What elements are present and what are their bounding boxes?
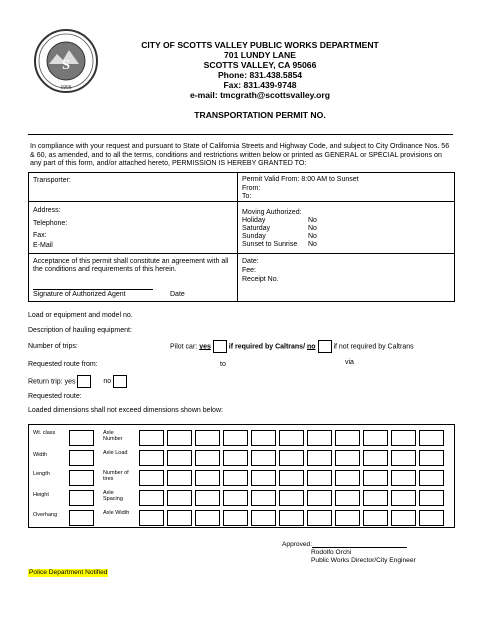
address-line-2: SCOTTS VALLEY, CA 95066 xyxy=(203,60,317,70)
trips-label[interactable]: Number of trips: xyxy=(28,343,78,350)
date-label[interactable]: Date: xyxy=(242,258,259,265)
axle-input-cell[interactable] xyxy=(335,490,360,506)
fax: Fax: 831.439-9748 xyxy=(223,80,297,90)
axle-input-cell[interactable] xyxy=(195,430,220,446)
axle-input-cell[interactable] xyxy=(279,510,304,526)
axle-input-cell[interactable] xyxy=(419,430,444,446)
route-to-label: to xyxy=(220,361,226,368)
route-via-label: via xyxy=(345,359,354,366)
axle-input-cell[interactable] xyxy=(335,430,360,446)
return-yes-label: yes xyxy=(64,378,76,386)
axle-input-cell[interactable] xyxy=(139,510,164,526)
pilot-car-label: Pilot car: xyxy=(170,343,198,351)
dim-input-cell[interactable] xyxy=(69,470,94,486)
description-label[interactable]: Description of hauling equipment: xyxy=(28,327,132,334)
dept-name: CITY OF SCOTTS VALLEY PUBLIC WORKS DEPARTMENT xyxy=(141,40,379,50)
email: e-mail: tmcgrath@scottsvalley.org xyxy=(189,90,331,100)
signature-label: Signature of Authorized Agent xyxy=(33,291,126,298)
transporter-label[interactable]: Transporter: xyxy=(33,177,71,184)
axle-input-cell[interactable] xyxy=(195,510,220,526)
axle-input-cell[interactable] xyxy=(419,490,444,506)
if-required-label: if required by Caltrans/ xyxy=(228,343,306,351)
axle-input-cell[interactable] xyxy=(391,490,416,506)
axle-input-cell[interactable] xyxy=(363,490,388,506)
header-divider xyxy=(28,134,453,135)
email-label[interactable]: E-Mail xyxy=(33,242,53,249)
city-seal-logo xyxy=(33,28,99,94)
moving-saturday-value: No xyxy=(308,225,317,232)
moving-sunset-value: No xyxy=(308,241,317,248)
axle-input-cell[interactable] xyxy=(167,430,192,446)
fax-label[interactable]: Fax: xyxy=(33,232,47,239)
axle-input-cell[interactable] xyxy=(139,490,164,506)
axle-input-cell[interactable] xyxy=(419,470,444,486)
axle-input-cell[interactable] xyxy=(167,470,192,486)
axle-input-cell[interactable] xyxy=(335,510,360,526)
axle-input-cell[interactable] xyxy=(251,430,276,446)
return-no-checkbox[interactable] xyxy=(113,375,127,388)
dimensions-label: Loaded dimensions shall not exceed dimensions shown below: xyxy=(28,407,223,414)
phone: Phone: 831.438.5854 xyxy=(217,70,303,80)
moving-authorized-label: Moving Authorized: xyxy=(242,209,302,216)
axle-input-cell[interactable] xyxy=(139,470,164,486)
axle-input-cell[interactable] xyxy=(223,430,248,446)
axle-input-cell[interactable] xyxy=(251,510,276,526)
axle-input-cell[interactable] xyxy=(335,450,360,466)
permit-valid-label: Permit Valid From: 8:00 AM to Sunset xyxy=(242,176,359,183)
address-line-1: 701 LUNDY LANE xyxy=(224,50,296,60)
axle-input-cell[interactable] xyxy=(363,450,388,466)
axle-row-label: Axle Load xyxy=(103,450,128,456)
axle-input-cell[interactable] xyxy=(391,450,416,466)
to-label[interactable]: To: xyxy=(242,193,252,200)
axle-input-cell[interactable] xyxy=(279,430,304,446)
dim-row-label: Overhang xyxy=(33,512,58,518)
axle-input-cell[interactable] xyxy=(419,450,444,466)
pilot-no-checkbox[interactable] xyxy=(318,340,332,353)
axle-input-cell[interactable] xyxy=(419,510,444,526)
axle-row-label: Number of tires xyxy=(103,470,129,483)
dim-row-label: Width xyxy=(33,452,48,458)
route-from-label[interactable]: Requested route from: xyxy=(28,361,98,368)
axle-input-cell[interactable] xyxy=(335,470,360,486)
moving-sunset: Sunset to Sunrise xyxy=(242,241,298,248)
dimensions-table xyxy=(28,424,455,528)
telephone-label[interactable]: Telephone: xyxy=(33,220,68,227)
box-divider-h1 xyxy=(28,201,454,202)
approver-name: Rodolfo Orchi xyxy=(311,549,352,556)
axle-input-cell[interactable] xyxy=(391,510,416,526)
address-label[interactable]: Address: xyxy=(33,207,61,214)
from-label[interactable]: From: xyxy=(242,185,261,192)
pilot-car-row xyxy=(170,340,414,353)
approved-label: Approved: xyxy=(282,541,313,548)
box-divider-v xyxy=(237,172,238,301)
dim-row-label: Length xyxy=(33,471,50,477)
approval-signature-line[interactable] xyxy=(312,547,407,548)
intro-paragraph: In compliance with your request and pursuant to State of California Streets and Highway Code, and subject to City Ordinance Nos. 56 & 60, as amended, and to all the terms, conditions and restrictions written below or printed as GENERAL or SPECIAL provisions on any part of this form, and/or attached hereto, PERMISSION IS HEREBY GRANTED TO: xyxy=(30,142,450,168)
moving-sunday: Sunday xyxy=(242,233,266,240)
return-yes-checkbox[interactable] xyxy=(77,375,91,388)
fee-label[interactable]: Fee: xyxy=(242,267,257,274)
axle-input-cell[interactable] xyxy=(391,430,416,446)
signature-line[interactable] xyxy=(33,289,153,290)
axle-input-cell[interactable] xyxy=(139,430,164,446)
requested-route-label[interactable]: Requested route: xyxy=(28,393,82,400)
axle-input-cell[interactable] xyxy=(167,510,192,526)
form-title: TRANSPORTATION PERMIT NO. xyxy=(194,110,326,120)
moving-saturday: Saturday xyxy=(242,225,271,232)
axle-input-cell[interactable] xyxy=(363,430,388,446)
if-not-required-label: if not required by Caltrans xyxy=(333,343,414,351)
dim-input-cell[interactable] xyxy=(69,510,94,526)
axle-input-cell[interactable] xyxy=(279,490,304,506)
signature-date-label: Date xyxy=(170,291,185,298)
axle-input-cell[interactable] xyxy=(307,490,332,506)
police-notified-label: Police Department Notified xyxy=(29,569,108,576)
axle-input-cell[interactable] xyxy=(167,450,192,466)
svg-text:S: S xyxy=(62,58,70,73)
dim-row-label: Height xyxy=(33,492,49,498)
axle-row-label: Axle Number xyxy=(103,430,123,443)
acceptance-text: Acceptance of this permit shall constitute an agreement with all the conditions and requirements of this herein. xyxy=(33,258,229,274)
load-label[interactable]: Load or equipment and model no. xyxy=(28,312,133,319)
axle-input-cell[interactable] xyxy=(139,450,164,466)
axle-input-cell[interactable] xyxy=(251,490,276,506)
moving-holiday: Holiday xyxy=(242,217,266,224)
axle-row-label: Axle Spacing xyxy=(103,490,123,503)
axle-input-cell[interactable] xyxy=(307,450,332,466)
dim-row-label: Wt. class xyxy=(33,430,56,436)
receipt-label[interactable]: Receipt No. xyxy=(242,276,279,283)
return-trip-row xyxy=(28,375,127,388)
approver-title: Public Works Director/City Engineer xyxy=(311,557,416,564)
axle-input-cell[interactable] xyxy=(167,490,192,506)
axle-input-cell[interactable] xyxy=(195,470,220,486)
axle-input-cell[interactable] xyxy=(223,510,248,526)
axle-input-cell[interactable] xyxy=(279,450,304,466)
axle-input-cell[interactable] xyxy=(307,430,332,446)
axle-input-cell[interactable] xyxy=(307,510,332,526)
axle-input-cell[interactable] xyxy=(279,470,304,486)
dim-input-cell[interactable] xyxy=(69,450,94,466)
axle-input-cell[interactable] xyxy=(223,490,248,506)
axle-input-cell[interactable] xyxy=(391,470,416,486)
axle-input-cell[interactable] xyxy=(251,450,276,466)
moving-holiday-value: No xyxy=(308,217,317,224)
pilot-yes-label: yes xyxy=(199,343,211,351)
dim-input-cell[interactable] xyxy=(69,430,94,446)
return-trip-label: Return trip: xyxy=(28,378,63,386)
axle-input-cell[interactable] xyxy=(223,470,248,486)
box-divider-h2 xyxy=(28,253,454,254)
moving-sunday-value: No xyxy=(308,233,317,240)
axle-input-cell[interactable] xyxy=(223,450,248,466)
axle-input-cell[interactable] xyxy=(195,490,220,506)
axle-input-cell[interactable] xyxy=(195,450,220,466)
axle-input-cell[interactable] xyxy=(363,470,388,486)
dim-input-cell[interactable] xyxy=(69,490,94,506)
axle-input-cell[interactable] xyxy=(251,470,276,486)
pilot-no-label: no xyxy=(306,343,316,351)
axle-input-cell[interactable] xyxy=(363,510,388,526)
return-no-label: no xyxy=(103,378,112,386)
pilot-yes-checkbox[interactable] xyxy=(213,340,227,353)
axle-input-cell[interactable] xyxy=(307,470,332,486)
svg-text:1966: 1966 xyxy=(60,85,72,91)
axle-row-label: Axle Width xyxy=(103,510,130,516)
